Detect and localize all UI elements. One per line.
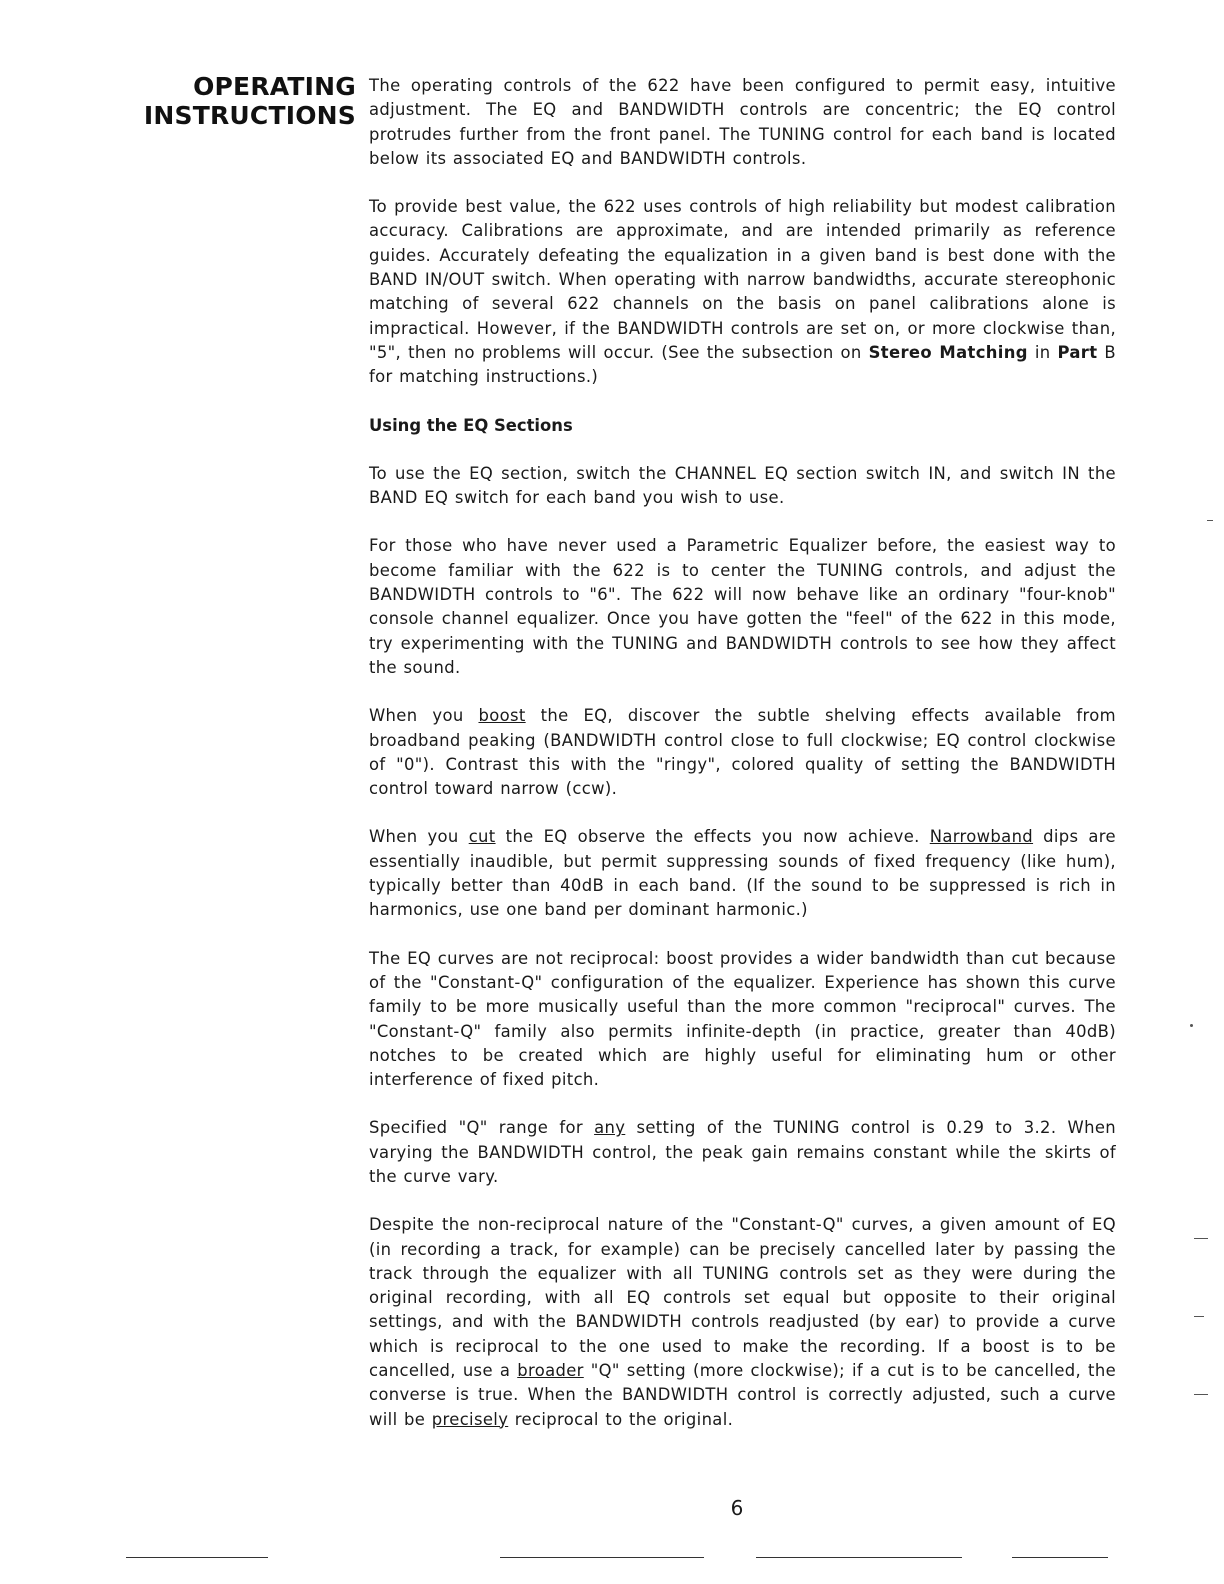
- paragraph-calibration-text: To provide best value, the 622 uses controls of high reliability but modest calibration accuracy. Calibrations are approximate, and are intended primarily as reference guides. Accurately defeating the equalization in a given band is best done with the BAND IN/OUT switch. When operating with narrow bandwidths, accurate stereophonic matching of several 622 channels on the basis on panel calibrations alone is impractical. However, if the BANDWIDTH controls are set on, or more clockwise than, "5", then no problems will occur. (See the subsection on: [369, 197, 1116, 362]
- broader-emphasis: broader: [517, 1361, 584, 1381]
- paragraph-reciprocal-start: Despite the non-reciprocal nature of the "Constant-Q" curves, a given amount of EQ (in recording a track, for example) can be precisely cancelled later by passing the track through the equalizer with all TUNING controls set as they were during the original recording, with all EQ controls set equal but opposite to their original settings, and with the BANDWIDTH controls readjusted (by ear) to provide a curve which is reciprocal to the one used to make the recording. If a boost is to be cancelled, use a: [369, 1215, 1116, 1381]
- precisely-emphasis: precisely: [431, 1409, 509, 1429]
- body-text-column: [369, 74, 1116, 1456]
- section-title-line-1: OPERATING: [193, 72, 356, 101]
- paragraph-reciprocal-end: reciprocal to the original.: [508, 1409, 734, 1429]
- paragraph-reciprocal-cancel: [369, 1213, 1116, 1432]
- paragraph-cut-start: When you: [369, 827, 469, 847]
- boost-emphasis: boost: [478, 706, 526, 726]
- scan-speck: [1207, 520, 1213, 521]
- paragraph-calibration-end: B for matching instructions.): [369, 342, 1116, 387]
- paragraph-reciprocal-middle: "Q" setting (more clockwise); if a cut is to be cancelled, the converse is true. When the BANDWIDTH control is correctly adjusted, such a curve will be: [369, 1361, 1116, 1429]
- paragraph-cut-end: dips are essentially inaudible, but permit suppressing sounds of fixed frequency (like hum), typically better than 40dB in each band. (If the sound to be suppressed is rich in harmonics, use one band per dominant harmonic.): [369, 827, 1116, 920]
- scan-speck: [1194, 1394, 1208, 1395]
- footer-rule: [500, 1557, 704, 1558]
- paragraph-boost-end: the EQ, discover the subtle shelving effects available from broadband peaking (BANDWIDTH control close to full clockwise; EQ control clockwise of "0"). Contrast this with the "ringy", colored quality of setting the BANDWIDTH control toward narrow (ccw).: [369, 706, 1116, 799]
- paragraph-constant-q: The EQ curves are not reciprocal: boost provides a wider bandwidth than cut because of the "Constant-Q" configuration of the equalizer. Experience has shown this curve family to be more musically useful than the more common "reciprocal" curves. The "Constant-Q" family also permits infinite-depth (in practice, greater than 40dB) notches to be created which are highly useful for eliminating hum or other interference of fixed pitch.: [369, 948, 1116, 1090]
- paragraph-calibration: [369, 195, 1116, 389]
- paragraph-getting-familiar: For those who have never used a Parametric Equalizer before, the easiest way to become familiar with the 622 is to center the TUNING controls, and adjust the BANDWIDTH controls to "6". The 622 will now behave like an ordinary "four-knob" console channel equalizer. Once you have gotten the "feel" of the 622 in this mode, try experimenting with the TUNING and BANDWIDTH controls to see how they affect the sound.: [369, 536, 1116, 677]
- paragraph-cut-middle: the EQ observe the effects you now achieve.: [495, 827, 930, 847]
- footer-rule: [126, 1557, 268, 1558]
- paragraph-q-range-end: setting of the TUNING control is 0.29 to 3.2. When varying the BANDWIDTH control, the peak gain remains constant while the skirts of the curve vary.: [369, 1118, 1117, 1186]
- section-title: [144, 72, 356, 130]
- scan-speck: [1194, 1316, 1204, 1317]
- footer-rule: [1012, 1557, 1108, 1558]
- any-emphasis: any: [594, 1118, 626, 1138]
- paragraph-switch-in: To use the EQ section, switch the CHANNEL EQ section switch IN, and switch IN the BAND EQ switch for each band you wish to use.: [369, 463, 1116, 508]
- scan-speck: [1190, 1024, 1193, 1027]
- subheading-using-eq-sections: Using the EQ Sections: [369, 415, 573, 435]
- paragraph-calibration-in: in: [1027, 342, 1058, 362]
- narrowband-emphasis: Narrowband: [929, 827, 1034, 847]
- paragraph-boost-start: When you: [369, 706, 479, 726]
- part-reference: Part: [1057, 342, 1098, 362]
- paragraph-cut: [369, 825, 1116, 922]
- section-title-line-2: INSTRUCTIONS: [143, 101, 356, 130]
- page-number: 6: [730, 1496, 744, 1520]
- scan-speck: [1194, 1238, 1208, 1239]
- cut-emphasis: cut: [468, 827, 496, 847]
- paragraph-controls-overview: The operating controls of the 622 have been configured to permit easy, intuitive adjustment. The EQ and BANDWIDTH controls are concentric; the EQ control protrudes further from the front panel. The TUNING control for each band is located below its associated EQ and BANDWIDTH controls.: [369, 76, 1116, 168]
- paragraph-q-range-start: Specified "Q" range for: [369, 1118, 595, 1138]
- stereo-matching-reference: Stereo Matching: [868, 342, 1028, 362]
- footer-rule: [756, 1557, 962, 1558]
- paragraph-q-range: [369, 1116, 1116, 1189]
- paragraph-boost: [369, 704, 1116, 801]
